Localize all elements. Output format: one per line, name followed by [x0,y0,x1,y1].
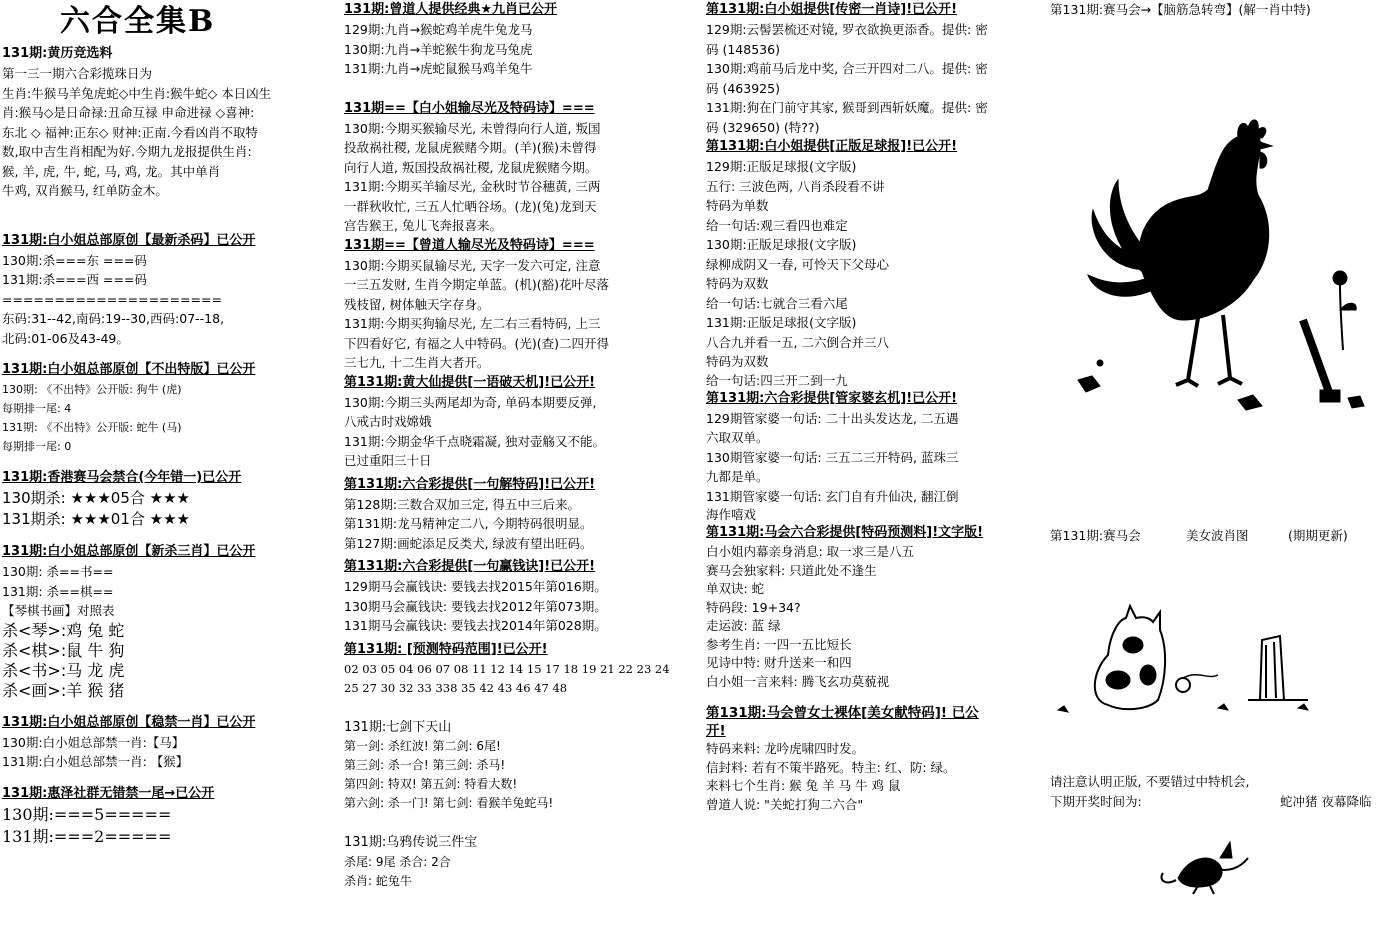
bai-poem-line: 131期:今期买羊输尽光, 金秋时节谷穗黄, 三两 [344,179,601,194]
almanac-section [0,44,332,201]
ban-zodiac-line: 130期:白小姐总部禁一肖:【马】 [2,734,185,750]
one-phrase-line: 第127期:画蛇添足反类犬, 绿波有望出旺码。 [344,535,593,551]
beauty-line: 来料七个生肖: 猴 兔 羊 马 牛 鸡 鼠 [706,778,901,793]
cat-icon [1048,600,1388,720]
almanac-line: 第一三一期六合彩揽珠日为 [2,66,153,81]
column-3 [704,0,1042,943]
forecast-line: 走运波: 蓝 绿 [706,618,781,633]
section-heading: 131期:白小姐总部原创【最新杀码】已公开 [2,232,256,248]
forecast-line: 参考生肖: 一四一五比短长 [706,636,852,652]
notice-block [1048,772,1388,811]
no-special-line: 131期: 《不出特》公开版: 蛇牛 (马) [2,421,182,434]
zeng-poem-line: 130期:今期买鼠输尽光, 天字一发六可定, 注意 [344,257,601,273]
huang-line: 130期:今期三头两尾却为奇, 单码本期要反弹, [344,394,597,410]
no-special-line: 每期排一尾: 0 [2,440,72,453]
nine-zodiac-line: 129期:九肖→猴蛇鸡羊虎牛兔龙马 [344,22,533,37]
crow-line: 杀尾: 9尾 杀合: 2合 [344,854,451,869]
beauty-line: 特码来料: 龙吟虎啸四时发。 [706,741,865,756]
zeng-poem-line: 131期:今期买狗输尽光, 左二右三看特码, 上三 [344,316,601,331]
football-line: 给一句话:四三开二到一九 [706,372,848,388]
column-2 [342,0,694,943]
section-heading: 第131期:白小姐提供[正版足球报]!已公开! [706,139,958,154]
table-row: 杀<棋>:鼠 牛 狗 [2,640,125,660]
housekeeper-section [704,389,1042,524]
no-special-section [0,360,332,456]
section-title: 131期:乌鸦传说三件宝 [344,835,478,850]
bai-poem-line: 投敌祸社稷, 龙鼠虎猴赌今期。(羊)(猴)未曾得 [344,140,597,155]
one-phrase-line: 第128期:三数合双加三定, 得五中三后来。 [344,496,581,512]
table-title: 【琴棋书画】对照表 [2,603,115,618]
section-heading: 131期:香港赛马会禁合(今年错一)已公开 [2,470,242,485]
football-line: 给一句话:七就合三看六尾 [706,295,848,311]
football-line: 八合九并看一五, 二六倒合并三八 [706,334,889,350]
section-heading: 第131期:马会六合彩提供[特码预测料]!文字版! [706,525,984,540]
football-line: 130期:正版足球报(文字版) [706,237,857,252]
secret-poem-line: 码 (463925) [706,80,780,96]
nine-zodiac-line: 130期:九肖→羊蛇猴牛狗龙马兔虎 [344,41,533,57]
secret-poem-line: 码 (329650) (特??) [706,119,820,135]
forecast-section [704,523,1042,691]
section-heading: 131期:白小姐总部原创【新杀三肖】已公开 [2,544,256,559]
secret-poem-line: 129期:云髻罢梳还对镜, 罗衣欲换更添香。提供: 密 [706,22,988,37]
zeng-poem-line: 三七九, 十二生肖大者开。 [344,355,490,370]
almanac-line: 牛鸡, 双肖猴马, 红单防金木。 [2,183,168,198]
one-phrase-section [342,475,694,554]
football-line: 131期:正版足球报(文字版) [706,315,857,330]
crow-line: 杀肖: 蛇兔牛 [344,873,412,888]
next-draw-label: 下期开奖时间为: [1050,793,1142,809]
beauty-wave-update: (期期更新) [1288,528,1348,543]
ban-tail-line: 131期:===2===== [2,826,172,846]
section-heading: 第131期:六合彩提供[管家婆玄机]!已公开! [706,390,958,406]
range-section [342,640,694,698]
kill-code-section [0,231,332,349]
section-heading: 第131期:六合彩提供[一句赢钱诀]!已公开! [344,559,596,574]
beauty-line: 信封料: 若有不策半路死。特主: 红、防: 绿。 [706,759,956,775]
page-title: 六合全集B [60,4,216,39]
bai-poem-line: 130期:今期买猴输尽光, 未曾得向行人道, 叛国 [344,120,601,136]
huang-line: 八戒古时戏嫦娥 [344,414,432,429]
housekeeper-line: 129期管家婆一句话: 二十出头发达龙, 二五遇 [706,410,959,426]
three-zodiac-line: 131期: 杀==棋== [2,583,114,599]
kill-code-line: 东码:31--42,南码:19--30,西码:07--18, [2,311,225,326]
section-heading: 第131期:白小姐提供[传密一肖诗]!已公开! [706,2,958,17]
football-line: 五行: 三波色两, 八肖杀段看不讲 [706,178,885,194]
table-row: 杀<书>:马 龙 虎 [2,660,125,680]
win-money-section [342,557,694,636]
forecast-line: 赛马会独家料: 只道此处不逢生 [706,562,877,578]
notice-line: 请注意认明正版, 不要错过中特机会, [1050,774,1250,789]
rooster-icon [1048,80,1388,460]
forecast-line: 白小姐内幕亲身消息: 取一求三是八五 [706,544,915,559]
section-heading: 第131期: [预测特码范围]!已公开! [344,641,548,657]
horse-club-section [0,468,332,530]
bai-poem-line: 向行人道, 叛国投敌祸社稷, 龙鼠虎猴赌今期。 [344,159,598,175]
ban-tail-line: 130期:===5===== [2,804,172,824]
football-line: 特码为单数 [706,198,769,213]
ban-zodiac-section [0,713,332,772]
secret-poem-line: 码 (148536) [706,41,780,57]
table-row: 杀<琴>:鸡 兔 蛇 [2,620,125,640]
win-money-line: 130期马会赢钱诀: 要钱去找2012年第073期。 [344,598,607,614]
seven-swords-line: 第三剑: 杀一合! 第三剑: 杀马! [344,758,506,772]
huang-line: 131期:今期金华千点晓霜凝, 独对壶觞又不能。 [344,433,606,449]
section-heading: 131期==【曾道人输尽光及特码诗】=== [344,237,595,253]
kill-code-line: 131期:杀===西 ===码 [2,272,147,287]
horse-club-line: 130期杀: ★★★05合 ★★★ [2,489,190,507]
column-1 [0,0,332,943]
range-line: 25 27 30 32 33 338 35 42 43 46 47 48 [344,680,568,695]
zeng-poem-line: 一三五发财, 生肖今期定单蓝。(机)(豁)花叶尽落 [344,277,609,292]
football-line: 特码为双数 [706,354,769,369]
brain-teaser-heading: 第131期:赛马会→【脑筋急转弯】(解一肖中特) [1050,2,1311,17]
no-special-line: 130期: 《不出特》公开版: 狗牛 (虎) [2,383,182,396]
forecast-line: 白小姐一言来料: 腾飞玄功莫藐视 [706,673,890,689]
section-heading: 131期==【白小姐输尽光及特码诗】=== [344,100,595,116]
huang-section [342,373,694,471]
seven-swords-line: 第一剑: 杀红波! 第二剑: 6尾! [344,739,501,753]
kill-code-line: 北码:01-06及43-49。 [2,330,129,346]
kill-code-line: ===================== [2,291,222,307]
almanac-line: 数,取中吉生肖相配为好.今期九龙报提供生肖: [2,144,252,159]
beauty-line: 曾道人说: "关蛇打狗二六合" [706,796,864,812]
ban-tail-section [0,784,332,848]
beauty-section [704,703,1042,814]
football-line: 绿柳成阴又一春, 可怜天下父母心 [706,256,889,272]
housekeeper-line: 九都是单。 [706,469,769,484]
column-4 [1048,0,1388,943]
bai-poem-line: 一群秋收忙, 三五人忙晒谷场。(龙)(兔)龙到天 [344,198,597,214]
bai-poem-section [342,99,694,236]
kill-code-line: 130期:杀===东 ===码 [2,252,147,268]
range-line: 02 03 05 04 06 07 08 11 12 14 15 17 18 19 21 22 23 24 [344,661,670,676]
almanac-line: 131期:黄历竞选料 [2,46,113,61]
horse-club-line: 131期杀: ★★★01合 ★★★ [2,510,190,528]
crow-section [342,833,694,891]
win-money-line: 129期马会赢钱诀: 要钱去找2015年第016期。 [344,579,607,594]
almanac-line: 肖:猴马◇是日命禄:丑命互禄 申命进禄 ◇喜神: [2,105,255,120]
section-heading: 第131期:黄大仙提供[一语破天机]!已公开! [344,374,596,390]
zeng-poem-line: 下四看好它, 有福之人中特码。(光)(查)二四开得 [344,335,609,351]
beauty-wave-label: 第131期:赛马会 [1050,528,1141,543]
section-heading: 131期:惠泽社群无错禁一尾→已公开 [2,785,215,801]
three-zodiac-line: 130期: 杀==书== [2,564,114,579]
nine-zodiac-line: 131期:九肖→虎蛇鼠猴马鸡羊兔牛 [344,61,533,76]
forecast-line: 见诗中特: 财升送来一和四 [706,655,852,670]
nine-zodiac-section [342,0,694,79]
rat-icon [1048,828,1388,898]
forecast-line: 特码段: 19+34? [706,599,801,615]
seven-swords-line: 第四剑: 特双! 第五剑: 特看大数! [344,777,518,791]
section-heading: 开! [706,723,726,739]
section-heading: 第131期:马会曾女士裸体[美女献特码]! 已公 [706,705,979,721]
almanac-line: 东北 ◇ 福神:正东◇ 财神:正南.今看凶肖不取特 [2,124,259,140]
housekeeper-line: 海作嘻戏 [706,507,757,522]
section-heading: 131期:白小姐总部原创【不出特版】已公开 [2,362,256,377]
one-phrase-line: 第131期:龙马精神定二八, 今期特码很明显。 [344,516,593,531]
section-heading: 131期:白小姐总部原创【稳禁一肖】已公开 [2,714,256,730]
almanac-line: 猴, 羊, 虎, 牛, 蛇, 马, 鸡, 龙。其中单肖 [2,163,221,179]
secret-poem-line: 130期:鸡前马后龙中奖, 合三开四对二八。提供: 密 [706,61,988,76]
football-section [704,137,1042,389]
almanac-line: 生肖:牛猴马羊兔虎蛇◇中生肖:猴牛蛇◇ 本日凶生 [2,85,272,101]
seven-swords-section [342,718,694,814]
ban-zodiac-line: 131期:白小姐总部禁一肖: 【猴】 [2,754,189,769]
secret-poem-section [704,0,1042,137]
no-special-line: 每期排一尾: 4 [2,402,72,415]
football-line: 129期:正版足球报(文字版) [706,159,857,174]
football-line: 给一句话:观三看四也难定 [706,217,848,233]
section-heading: 第131期:六合彩提供[一句解特码]!已公开! [344,476,596,492]
beauty-wave-title: 美女波肖图 [1186,528,1249,543]
bai-poem-line: 宫告猴王, 兔儿飞奔报喜来。 [344,218,502,233]
three-zodiac-section [0,542,332,701]
notice-line [1048,792,1388,812]
next-draw-value: 蛇冲猪 夜幕降临 [1280,793,1372,809]
huang-line: 已过重阳三十日 [344,453,432,468]
forecast-line: 单双诀: 蛇 [706,581,765,596]
housekeeper-line: 六取双单。 [706,430,769,445]
housekeeper-line: 131期管家婆一句话: 玄门自有升仙决, 翻江倒 [706,488,959,504]
beauty-wave-heading [1048,526,1388,546]
zeng-poem-line: 残枝留, 树体触天字存身。 [344,296,490,312]
table-row: 杀<画>:羊 猴 猪 [2,680,125,700]
section-title: 131期:七剑下天山 [344,719,452,735]
football-line: 特码为双数 [706,276,769,291]
housekeeper-line: 130期管家婆一句话: 三五二三开特码, 蓝珠三 [706,449,959,465]
win-money-line: 131期马会赢钱诀: 要钱去找2014年第028期。 [344,618,607,633]
section-heading: 131期:曾道人提供经典★九肖已公开 [344,2,557,17]
zeng-poem-section [342,236,694,373]
seven-swords-line: 第六剑: 杀一门! 第七剑: 看猴羊兔蛇马! [344,796,554,810]
secret-poem-line: 131期:狗在门前守其家, 猴哥到西斩妖魔。提供: 密 [706,100,988,115]
